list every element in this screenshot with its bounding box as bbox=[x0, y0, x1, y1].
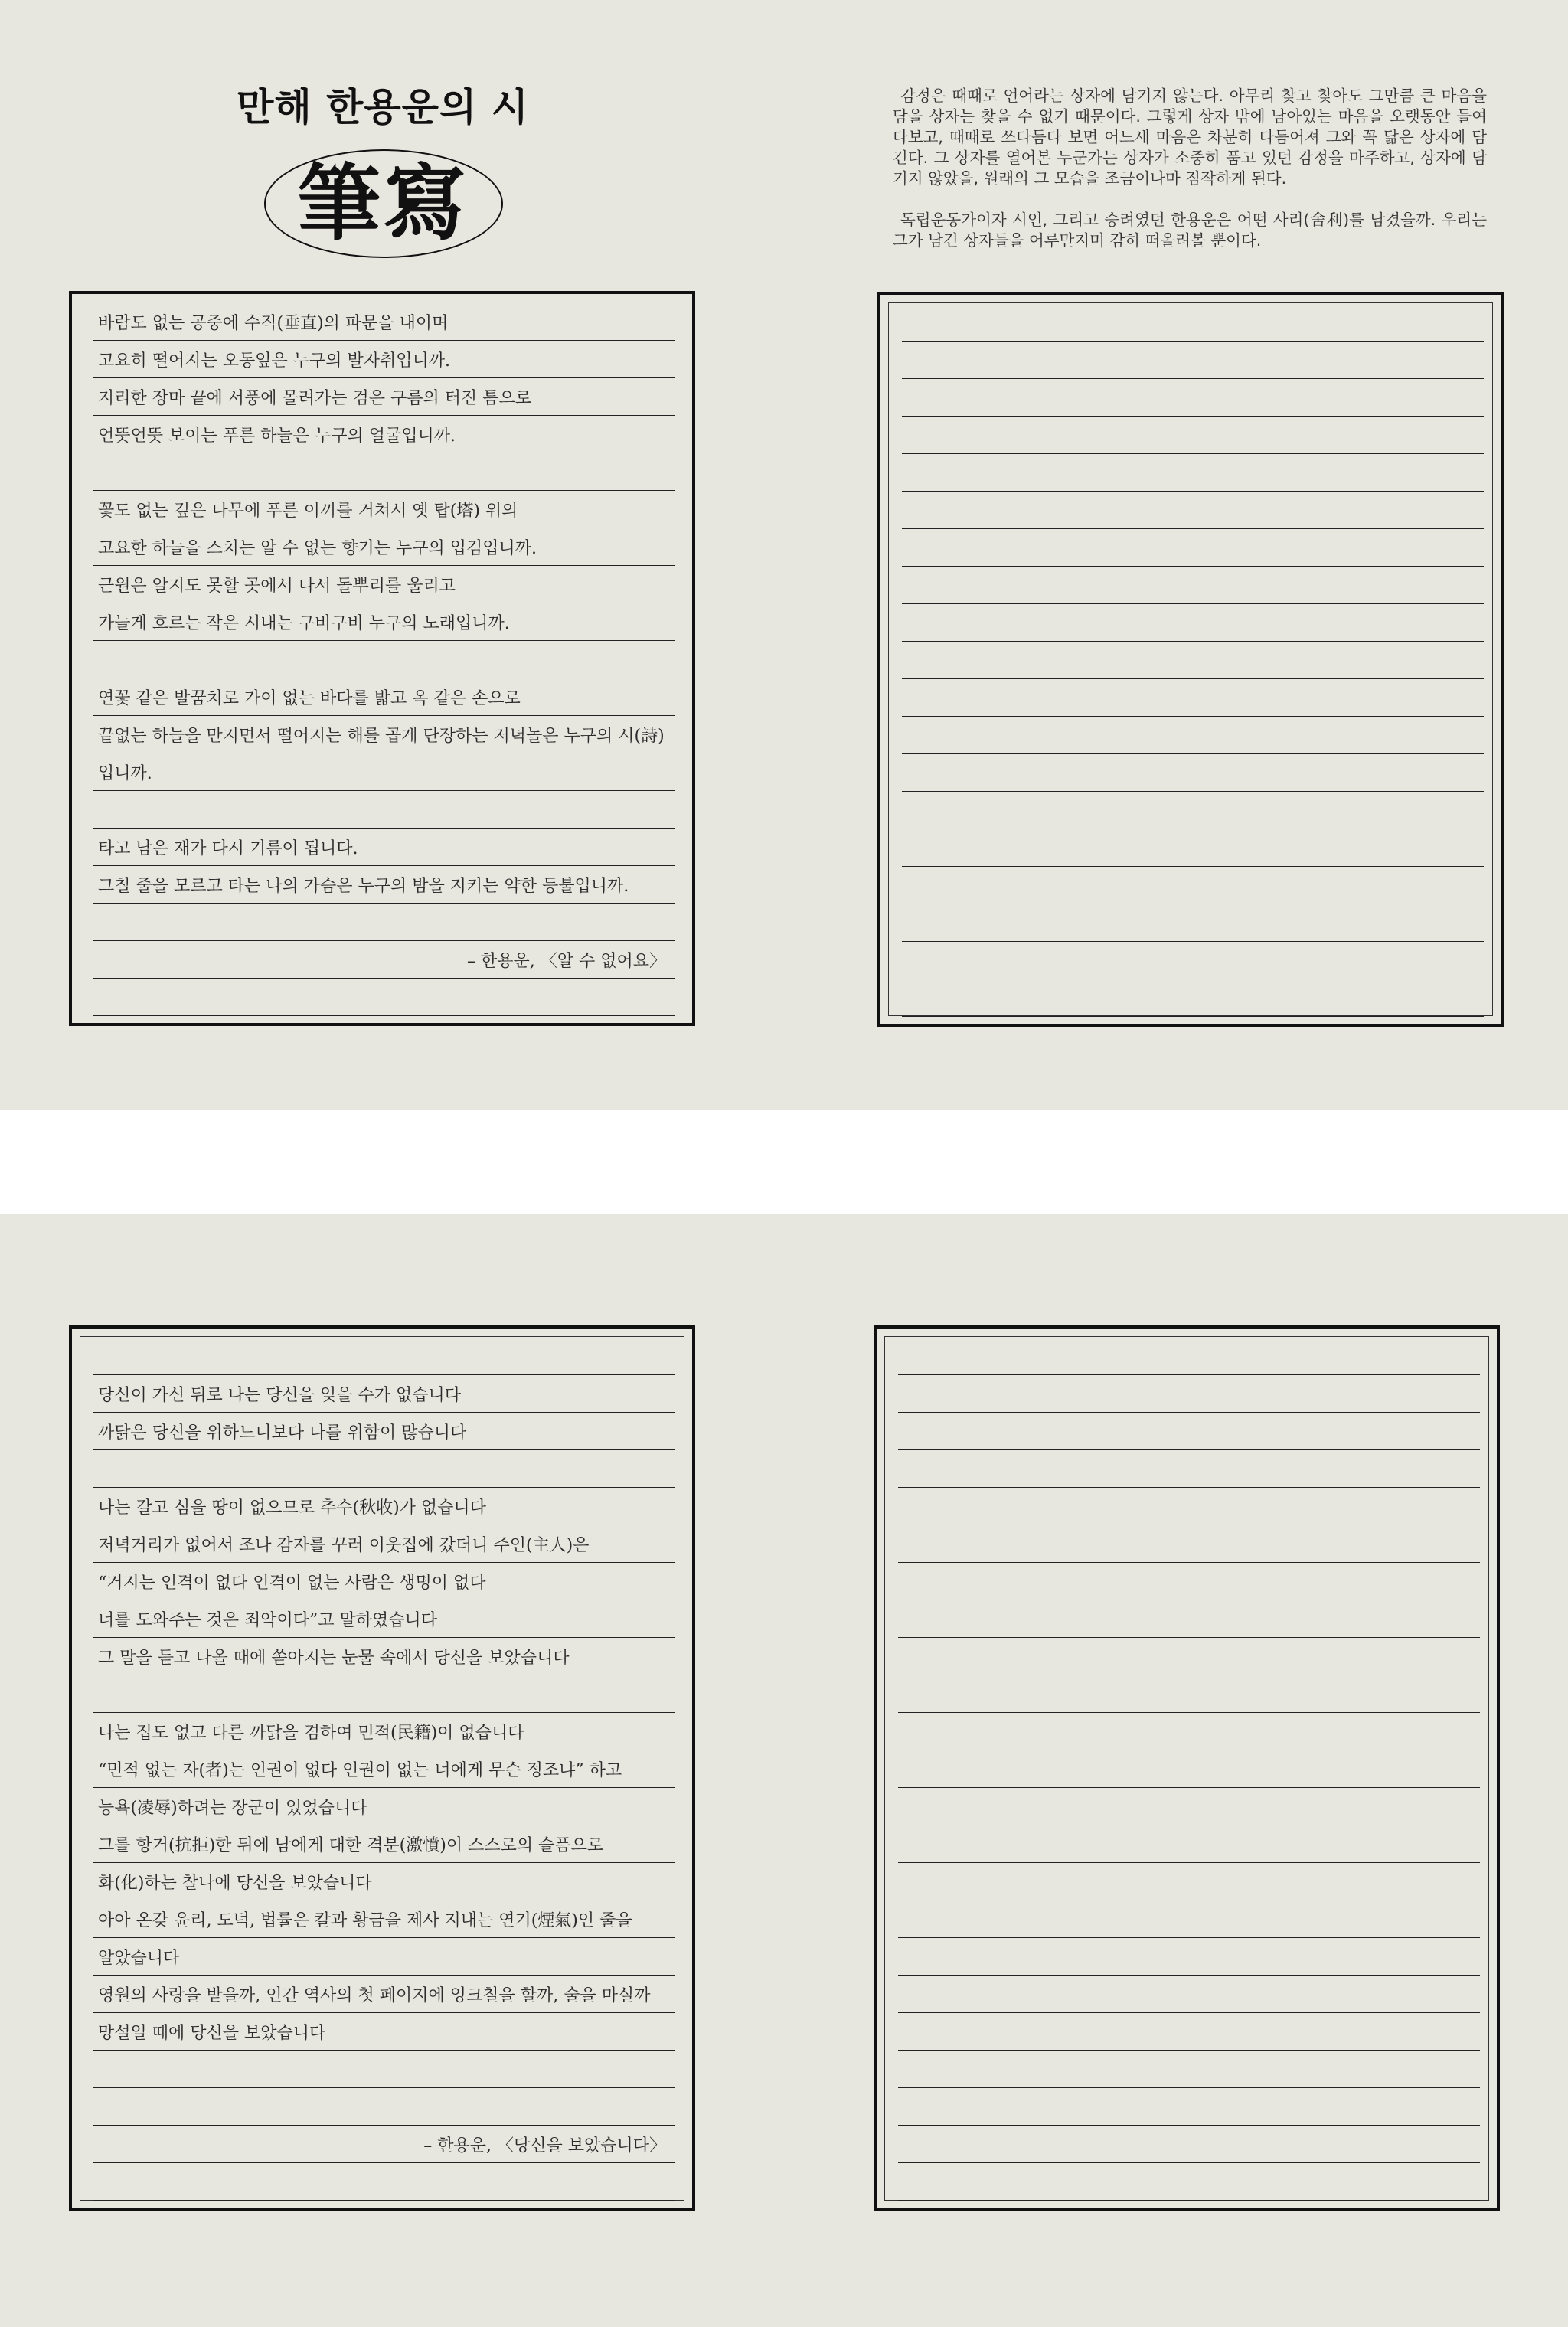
ruled-line bbox=[93, 2050, 675, 2051]
writing-line[interactable] bbox=[902, 341, 1484, 342]
hanja-title-oval bbox=[264, 149, 503, 258]
ruled-line bbox=[93, 1862, 675, 1863]
ruled-line bbox=[93, 1712, 675, 1713]
poem-frame-1-inner bbox=[80, 302, 684, 1015]
writing-line[interactable] bbox=[898, 2162, 1480, 2163]
poem-line: 나는 집도 없고 다른 까닭을 겸하여 민적(民籍)이 없습니다 bbox=[98, 1724, 524, 1743]
poem-line: 아아 온갖 윤리, 도덕, 법률은 칼과 황금을 제사 지내는 연기(煙氣)인 줄을 bbox=[98, 1911, 632, 1930]
ruled-line bbox=[93, 1015, 675, 1016]
poem-line: 꽃도 없는 깊은 나무에 푸른 이끼를 거쳐서 옛 탑(塔) 위의 bbox=[98, 502, 518, 521]
writing-frame-1-inner bbox=[888, 302, 1493, 1016]
intro-paragraph-2: 독립운동가이자 시인, 그리고 승려였던 한용운은 어떤 사리(舍利)를 남겼을까. 우리는 그가 남긴 상자들을 어루만지며 감히 떠올려볼 뿐이다. bbox=[893, 211, 1487, 250]
poem-line: 바람도 없는 공중에 수직(垂直)의 파문을 내이며 bbox=[98, 314, 449, 333]
poem-line: “거지는 인격이 없다 인격이 없는 사람은 생명이 없다 bbox=[98, 1574, 486, 1593]
poem-line: “민적 없는 자(者)는 인권이 없다 인권이 없는 너에게 무슨 정조냐” 하고 bbox=[98, 1761, 622, 1780]
poem-line: 근원은 알지도 못할 곳에서 나서 돌뿌리를 울리고 bbox=[98, 577, 456, 596]
poem-line: 입니까. bbox=[98, 764, 152, 783]
ruled-line bbox=[93, 1637, 675, 1638]
hanja-title: 筆寫 bbox=[297, 155, 469, 252]
writing-line[interactable] bbox=[902, 678, 1484, 679]
writing-line[interactable] bbox=[902, 603, 1484, 604]
writing-line[interactable] bbox=[898, 2050, 1480, 2051]
poem-line: 화(化)하는 찰나에 당신을 보았습니다 bbox=[98, 1874, 372, 1893]
writing-line[interactable] bbox=[898, 1412, 1480, 1413]
poem-line: 능욕(凌辱)하려는 장군이 있었습니다 bbox=[98, 1799, 368, 1818]
writing-line[interactable] bbox=[898, 1374, 1480, 1375]
writing-frame-2-inner bbox=[884, 1336, 1489, 2201]
writing-line[interactable] bbox=[902, 1016, 1484, 1017]
ruled-line bbox=[93, 1487, 675, 1488]
poem-line: 그칠 줄을 모르고 타는 나의 가슴은 누구의 밤을 지키는 약한 등불입니까. bbox=[98, 877, 629, 896]
writing-line[interactable] bbox=[902, 378, 1484, 379]
writing-line[interactable] bbox=[898, 1449, 1480, 1450]
ruled-line bbox=[93, 2012, 675, 2013]
writing-line[interactable] bbox=[898, 2125, 1480, 2126]
writing-line[interactable] bbox=[902, 716, 1484, 717]
writing-line[interactable] bbox=[902, 416, 1484, 417]
writing-line[interactable] bbox=[902, 566, 1484, 567]
writing-line[interactable] bbox=[902, 528, 1484, 529]
ruled-line bbox=[93, 1975, 675, 1976]
ruled-line bbox=[93, 940, 675, 941]
ruled-line bbox=[93, 865, 675, 866]
poem-line: 당신이 가신 뒤로 나는 당신을 잊을 수가 없습니다 bbox=[98, 1386, 461, 1405]
writing-line[interactable] bbox=[898, 2200, 1480, 2201]
poem-line: 너를 도와주는 것은 죄악이다”고 말하였습니다 bbox=[98, 1611, 438, 1630]
writing-line[interactable] bbox=[898, 2087, 1480, 2088]
spread-1 bbox=[0, 0, 1568, 1110]
writing-line[interactable] bbox=[898, 1975, 1480, 1976]
writing-line[interactable] bbox=[902, 941, 1484, 942]
writing-frame-1 bbox=[877, 292, 1504, 1027]
poem-line: 연꽃 같은 발꿈치로 가이 없는 바다를 밟고 옥 같은 손으로 bbox=[98, 689, 521, 708]
writing-line[interactable] bbox=[902, 641, 1484, 642]
ruled-line bbox=[93, 490, 675, 491]
ruled-line bbox=[93, 1787, 675, 1788]
ruled-line bbox=[93, 1374, 675, 1375]
ruled-line bbox=[93, 2162, 675, 2163]
poem-line: 망설일 때에 당신을 보았습니다 bbox=[98, 2024, 326, 2043]
ruled-line bbox=[93, 2087, 675, 2088]
writing-line[interactable] bbox=[902, 791, 1484, 792]
ruled-line bbox=[93, 340, 675, 341]
poem-line: 끝없는 하늘을 만지면서 떨어지는 해를 곱게 단장하는 저녁놀은 누구의 시(詩) bbox=[98, 727, 665, 746]
poem-line: 가늘게 흐르는 작은 시내는 구비구비 누구의 노래입니까. bbox=[98, 614, 510, 633]
writing-line[interactable] bbox=[902, 753, 1484, 754]
poem-frame-2 bbox=[69, 1325, 695, 2211]
poem-line: 저녁거리가 없어서 조나 감자를 꾸러 이웃집에 갔더니 주인(主人)은 bbox=[98, 1536, 590, 1555]
writing-line[interactable] bbox=[898, 1862, 1480, 1863]
poem-line: 영원의 사랑을 받을까, 인간 역사의 첫 페이지에 잉크칠을 할까, 술을 마실까 bbox=[98, 1986, 651, 2005]
ruled-line bbox=[93, 640, 675, 641]
writing-line[interactable] bbox=[902, 866, 1484, 867]
writing-line[interactable] bbox=[898, 1487, 1480, 1488]
ruled-line bbox=[93, 1562, 675, 1563]
ruled-line bbox=[93, 415, 675, 416]
poem-line: 언뜻언뜻 보이는 푸른 하늘은 누구의 얼굴입니까. bbox=[98, 427, 456, 446]
poem-attribution: – 한용운, 〈당신을 보았습니다〉 bbox=[423, 2136, 666, 2155]
spread-2 bbox=[0, 1214, 1568, 2327]
poem-line: 알았습니다 bbox=[98, 1949, 180, 1968]
intro-paragraph-1: 감정은 때때로 언어라는 상자에 담기지 않는다. 아무리 찾고 찾아도 그만큼 큰 마음을 담을 상자는 찾을 수 없기 때문이다. 그렇게 상자 밖에 남아있는 마음을 오랫동안 들여다보고, 때때로 쓰다듬다 보면 어느새 마음은 차분히 다듬어져 그와 꼭 닮은 상자에 담긴다. 그 상자를 열어본 누군가는 상자가 소중히 품고 있던 감정을 마주하고, 상자에 담기지 않았을, 원래의 그 모습을 조금이나마 짐작하게 된다. bbox=[893, 87, 1487, 188]
poem-line: 그를 항거(抗拒)한 뒤에 남에게 대한 격분(激憤)이 스스로의 슬픔으로 bbox=[98, 1836, 604, 1855]
intro-text bbox=[893, 86, 1487, 251]
writing-frame-2 bbox=[874, 1325, 1500, 2211]
writing-line[interactable] bbox=[898, 1562, 1480, 1563]
ruled-line bbox=[93, 1449, 675, 1450]
ruled-line bbox=[93, 715, 675, 716]
ruled-line bbox=[93, 565, 675, 566]
writing-line[interactable] bbox=[902, 453, 1484, 454]
ruled-line bbox=[93, 2200, 675, 2201]
writing-line[interactable] bbox=[898, 1712, 1480, 1713]
writing-line[interactable] bbox=[898, 1637, 1480, 1638]
ruled-line bbox=[93, 377, 675, 378]
page-title: 만해 한용운의 시 bbox=[237, 85, 529, 129]
poem-attribution: – 한용운, 〈알 수 없어요〉 bbox=[467, 952, 666, 971]
ruled-line bbox=[93, 828, 675, 829]
poem-line: 그 말을 듣고 나올 때에 쏟아지는 눈물 속에서 당신을 보았습니다 bbox=[98, 1649, 570, 1668]
poem-line: 고요히 떨어지는 오동잎은 누구의 발자취입니까. bbox=[98, 351, 451, 371]
poem-line: 타고 남은 재가 다시 기름이 됩니다. bbox=[98, 839, 358, 858]
poem-line: 고요한 하늘을 스치는 알 수 없는 향기는 누구의 입김입니까. bbox=[98, 539, 537, 558]
poem-line: 까닭은 당신을 위하느니보다 나를 위함이 많습니다 bbox=[98, 1423, 467, 1443]
writing-line[interactable] bbox=[902, 491, 1484, 492]
ruled-line bbox=[93, 2125, 675, 2126]
ruled-line bbox=[93, 1412, 675, 1413]
writing-line[interactable] bbox=[898, 2012, 1480, 2013]
ruled-line bbox=[93, 903, 675, 904]
ruled-line bbox=[93, 790, 675, 791]
poem-line: 지리한 장마 끝에 서풍에 몰려가는 검은 구름의 터진 틈으로 bbox=[98, 389, 531, 408]
poem-line: 나는 갈고 심을 땅이 없으므로 추수(秋收)가 없습니다 bbox=[98, 1498, 486, 1518]
poem-frame-1 bbox=[69, 291, 695, 1026]
ruled-line bbox=[93, 1937, 675, 1938]
writing-line[interactable] bbox=[898, 1937, 1480, 1938]
writing-line[interactable] bbox=[898, 1787, 1480, 1788]
ruled-line bbox=[93, 978, 675, 979]
